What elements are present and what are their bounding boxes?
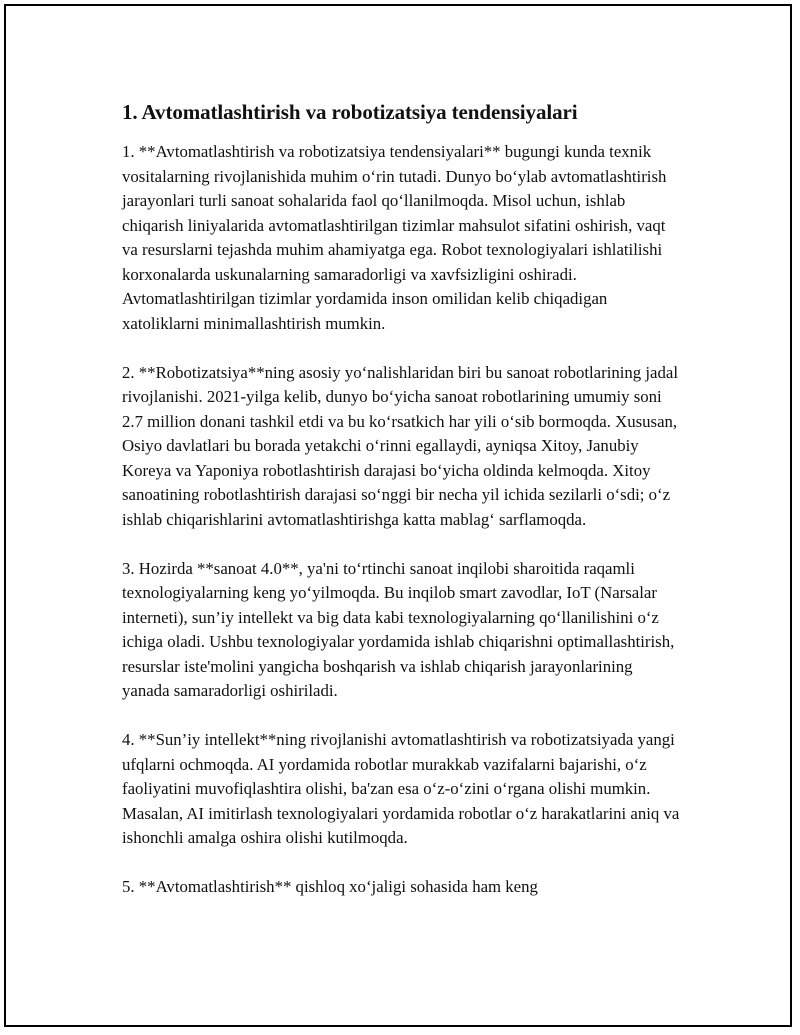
paragraph-4: 4. **Sun’iy intellekt**ning rivojlanishi avtomatlashtirish va robotizatsiyada yangi ufqlarni ochmoqda. AI yordamida robotlar murakkab vazifalarni bajarishi, o‘z faoliyatini muvofiqlashtira olishi, ba'zan esa o‘z-o‘zini o‘rgana olishi mumkin. Masalan, AI imitirlash texnologiyalari yordamida robotlar o‘z harakatlarini aniq va ishonchli amalga oshira olishi kutilmoqda. (122, 730, 680, 847)
paragraph-3: 3. Hozirda **sanoat 4.0**, ya'ni to‘rtinchi sanoat inqilobi sharoitida raqamli texnologiyalarning keng yo‘yilmoqda. Bu inqilob smart zavodlar, IoT (Narsalar interneti), sun’iy intellekt va big data kabi texnologiyalarning qo‘llanilishini o‘z ichiga oladi. Ushbu texnologiyalar yordamida ishlab chiqarishni optimallashtirish, resurslar iste'molini yangicha boshqarish va ishlab chiqarish jarayonlarining yanada samaradorligi oshiriladi. (122, 558, 675, 700)
document-body (122, 98, 682, 924)
page-frame (4, 4, 792, 1027)
paragraph-5: 5. **Avtomatlashtirish** qishloq xo‘jaligi sohasida ham keng (122, 877, 538, 896)
document-title: 1. Avtomatlashtirish va robotizatsiya tendensiyalari (122, 100, 578, 124)
paragraph-2: 2. **Robotizatsiya**ning asosiy yo‘nalishlaridan biri bu sanoat robotlarining jadal rivojlanishi. 2021-yilga kelib, dunyo bo‘yicha sanoat robotlarining umumiy soni 2.7 million donani tashkil etdi va bu ko‘rsatkich har yili o‘sib bormoqda. Xususan, Osiyo davlatlari bu borada yetakchi o‘rinni egallaydi, ayniqsa Xitoy, Janubiy Koreya va Yaponiya robotlashtirish darajasi bo‘yicha oldinda kelmoqda. Xitoy sanoatining robotlashtirish darajasi so‘nggi bir necha yil ichida sezilarli o‘sdi; o‘z ishlab chiqarishlarini avtomatlashtirishga katta mablag‘ sarflamoqda. (122, 362, 679, 529)
paragraph-1: 1. **Avtomatlashtirish va robotizatsiya tendensiyalari** bugungi kunda texnik vositalarning rivojlanishida muhim o‘rin tutadi. Dunyo bo‘ylab avtomatlashtirish jarayonlari turli sanoat sohalarida faol qo‘llanilmoqda. Misol uchun, ishlab chiqarish liniyalarida avtomatlashtirilgan tizimlar mahsulot sifatini oshirish, vaqt va resurslarni tejashda muhim ahamiyatga ega. Robot texnologiyalari ishlatilishi korxonalarda uskunalarning samaradorligi va xavfsizligini oshiradi. Avtomatlashtirilgan tizimlar yordamida inson omilidan kelib chiqadigan xatoliklarni minimallashtirish mumkin. (122, 142, 667, 333)
